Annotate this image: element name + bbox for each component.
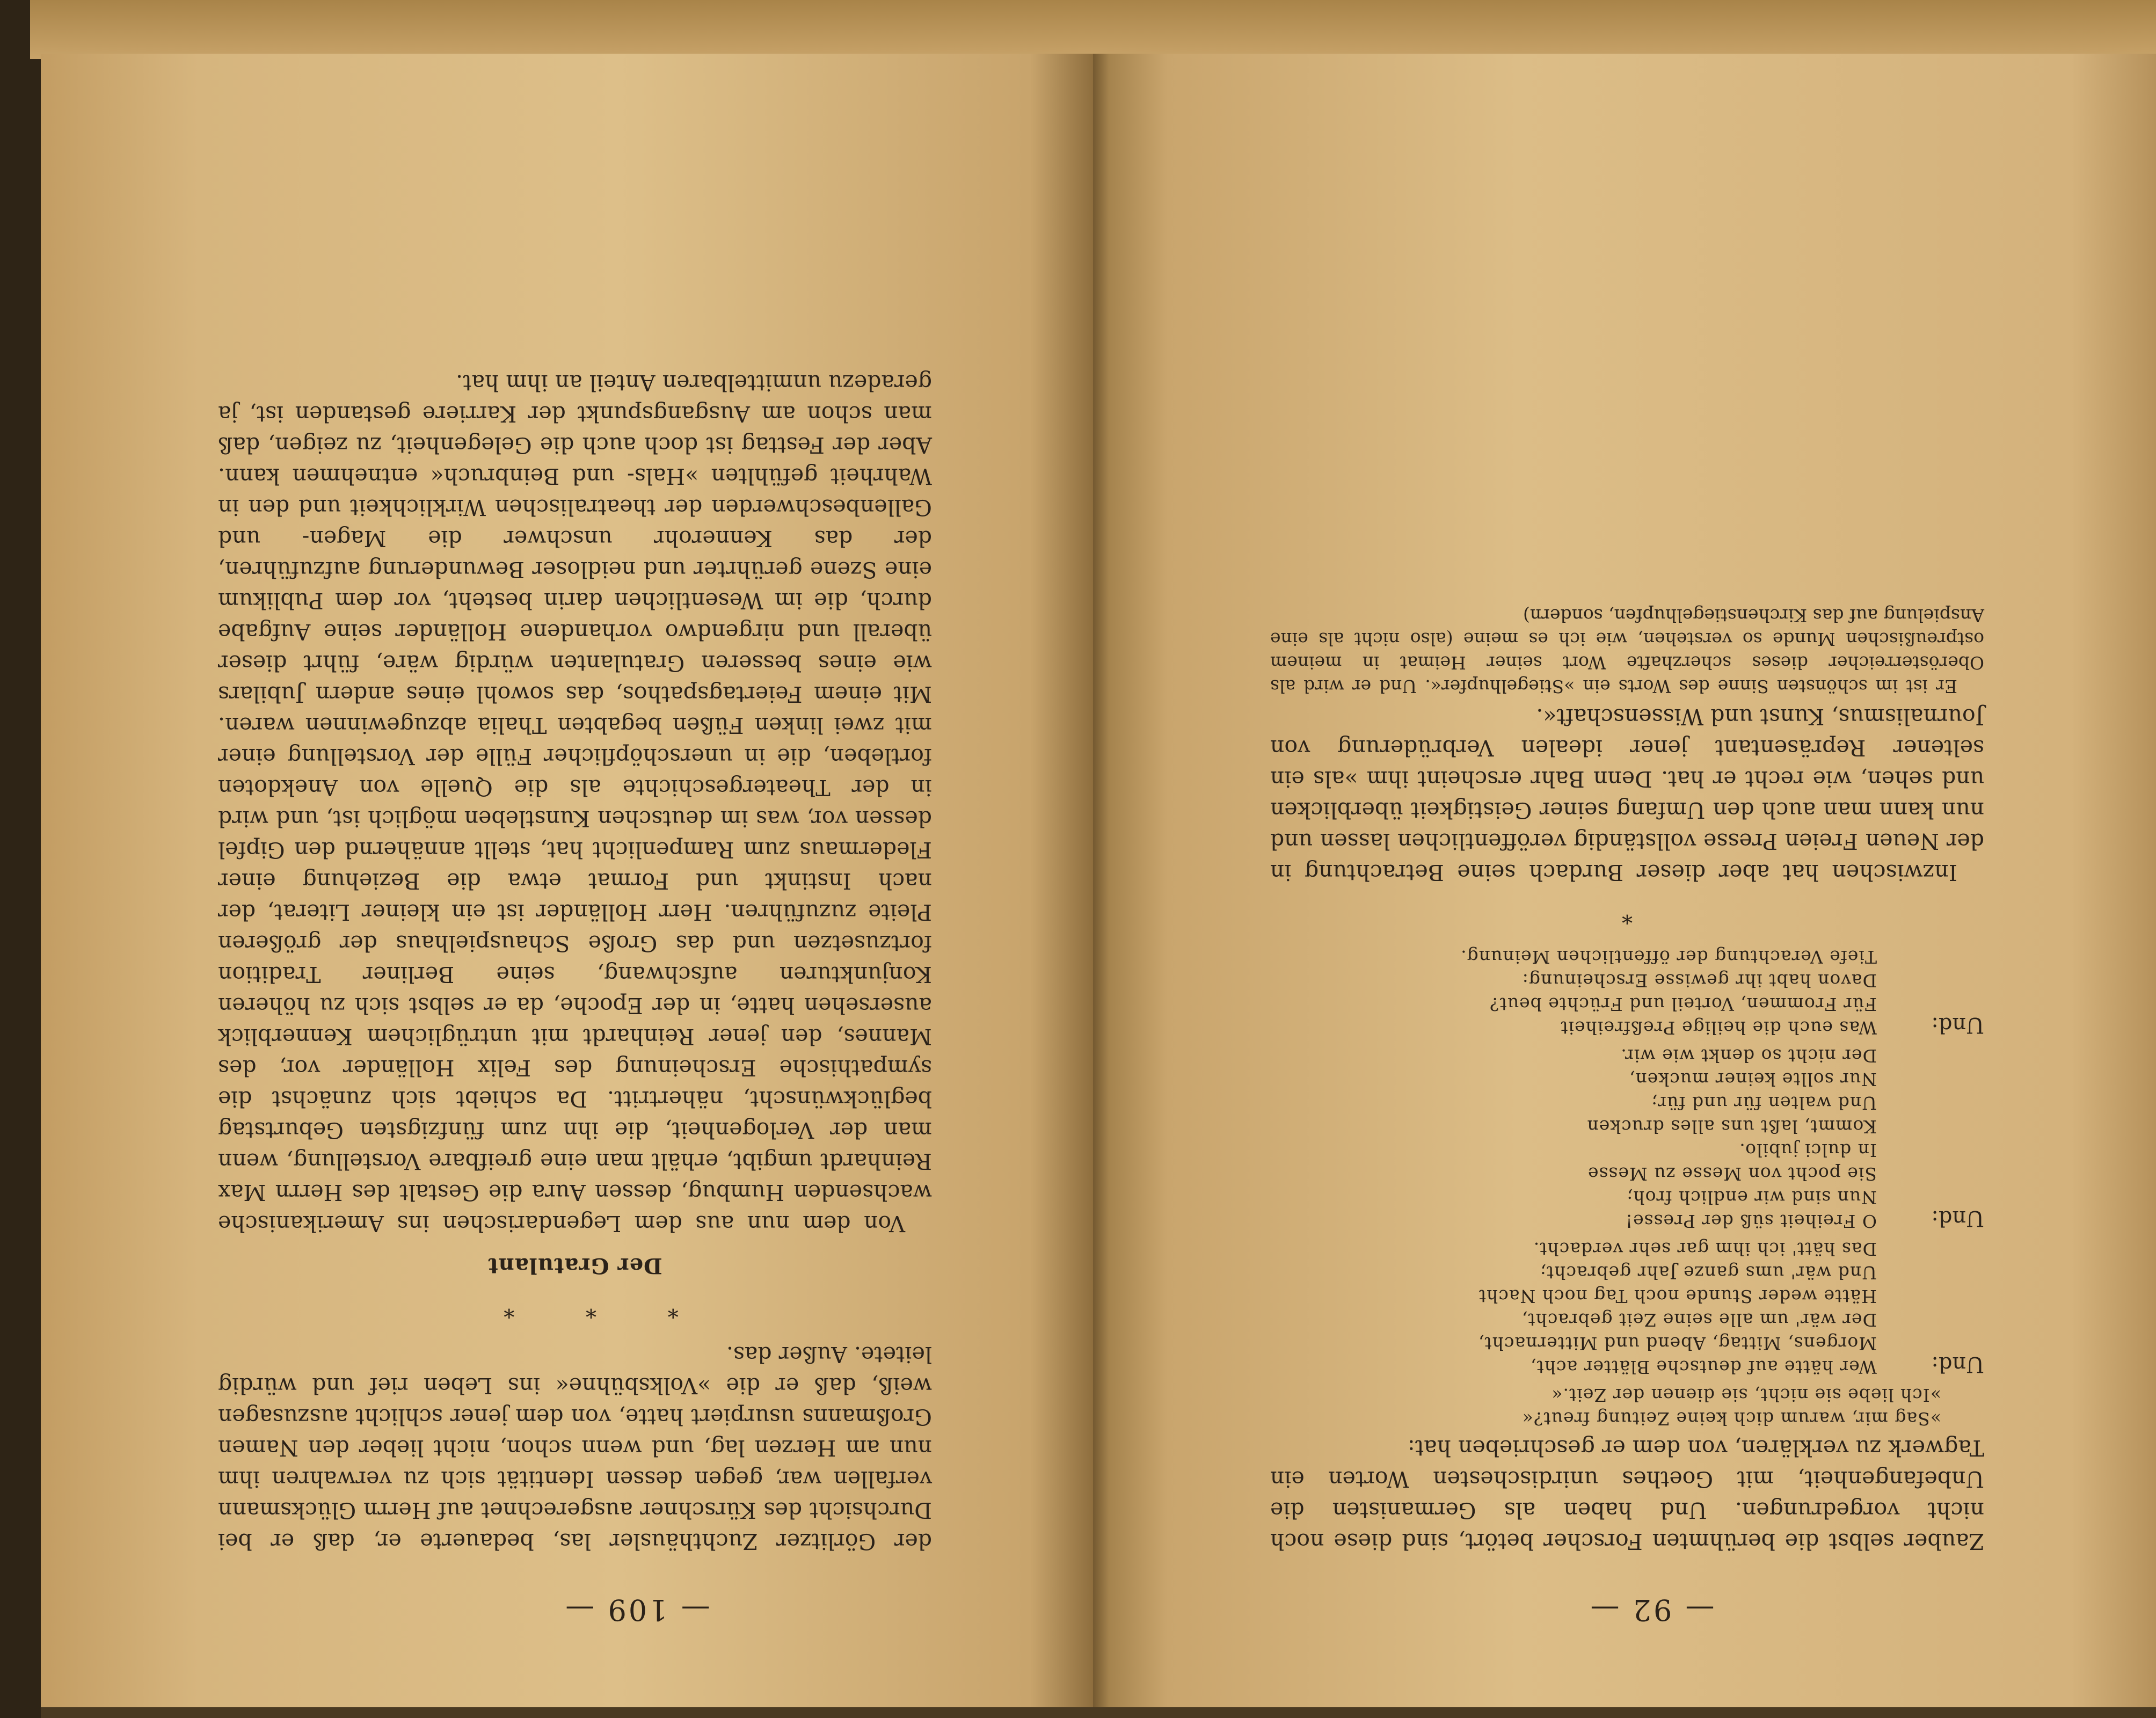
paragraph-gratulant: Von dem nun aus dem Legendarischen ins Amerikanische wachsenden Humbug, dessen Aura die Gestalt des Herrn Max Reinhardt umgibt, erhält man eine greifbare Vorstellung, wenn man der Verlogenheit, die ihn zum fünfzigsten Geburtstag beglückwünscht, nähertritt. Da schiebt sich zunächst die sympathische Erscheinung des Felix Holländer vor, des Mannes, den jener Reinhardt mit untrüglichem Kennerblick ausersehen hatte, in der Epoche, da er selbst sich zu höheren Konjunkturen aufschwang, seine Berliner Tradition fortzusetzen und das Große Schauspielhaus der größeren Pleite zuzuführen. Herr Holländer ist ein kleiner Literat, der nach Instinkt und Format etwa die Beziehung einer Fledermaus zum Rampenlicht hat, stellt annähernd den Gipfel dessen vor, was im deutschen Kunstleben möglich ist, und wird in der Theatergeschichte als die Quelle von Anekdoten fortleben, die in unerschöpflicher Fülle der Vorstellung einer mit zwei linken Füßen begabten Thalia abzugewinnen waren. Mit einem Feiertagspathos, das sowohl eines andern Jubilars wie eines besseren Gratulanten würdig wäre, führt dieser überall und nirgendwo vorhandene Holländer seine Aufgabe durch, die im Wesentlichen darin besteht, vor dem Publikum eine Szene gerührter und neidloser Bewunderung aufzuführen, der das Kennerohr unschwer die Magen- und Gallenbeschwerden der theatralischen Wirklichkeit und den in Wahrheit gefühlten »Hals- und Beinbruch« entnehmen kann. Aber der Festtag ist doch auch die Gelegenheit, zu zeigen, daß man schon am Ausgangspunkt der Karriere gestanden ist, ja geradezu unmittelbaren Anteil an ihm hat. [218,370,932,1236]
stanza-block-2 [1270,1042,1984,1235]
text-column [1270,603,1984,1557]
paragraph-burdach: Inzwischen hat aber dieser Burdach seine Betrachtung in der Neuen Freien Presse vollständig veröffentlichen lassen und nun kann man auch den Umfang seiner Geistigkeit überblicken und sehen, wie recht er hat. Denn Bahr erscheint ihm »als ein seltener Repräsentant jener idealen Verbrüderung von Journalismus, Kunst und Wissenschaft«. [1270,704,1984,885]
und-label: Und: [1931,1352,1984,1377]
verse-line: Der nicht so denkt wie wir. [1620,1045,1877,1066]
verse-line: Morgens, Mittag, Abend und Mitternacht, [1478,1333,1877,1354]
page-109 [41,54,1093,1707]
verse-line: In dulci jubilo. [1739,1140,1877,1161]
verse-line: Das hätt' ich ihm gar sehr verdacht. [1533,1239,1877,1260]
verse-line: Nun sind wir endlich froh; [1626,1187,1877,1208]
verse-line: Und wär' ums ganze Jahr gebracht; [1539,1262,1877,1283]
page-92 [1093,54,2156,1707]
verse-line: Davon habt ihr gewisse Erscheinung: [1521,970,1877,991]
section-title: Der Gratulant [487,1253,662,1278]
verse-line: Nur sollte keiner mucken, [1628,1069,1877,1090]
stanza-2 [1270,1044,1877,1233]
epigraph [1270,1383,1941,1430]
book-block-edge [0,0,41,1718]
page-number: — 92 — [1588,1593,1715,1627]
verse-line: Was euch die heilige Preßfreiheit [1560,1017,1877,1038]
text-column [218,367,932,1557]
verse-line: Kommt, laßt uns alles drucken [1586,1116,1877,1137]
verse-line: Der wär' um alle seine Zeit gebracht, [1521,1309,1877,1330]
stanza-block-3 [1270,943,1984,1042]
epigraph-line: »Sag mir, warum dich keine Zeitung freut?« [1521,1408,1941,1429]
stanza-3 [1270,945,1877,1039]
verse-line: Wer hätte auf deutsche Blätter acht, [1530,1357,1877,1378]
und-label: Und: [1931,1013,1984,1037]
verse-line: Sie pocht von Messe zu Messe [1587,1163,1877,1184]
section-star: * [1622,903,1633,928]
stanza-block-1 [1270,1235,1984,1381]
stanza-1 [1270,1237,1877,1379]
paragraph-stiegelhupfer: Er ist im schönsten Sinne des Worts ein »Stiegelhupfer«. Und er wird als Oberösterreicher dieses scherzhafte Wort seiner Heimat in meinem ostpreußischen Munde so verstehen, wie ich es meine (also nicht als eine Anspielung auf das Kirchenstiegelhupfen, sondern) [1270,605,1984,697]
epigraph-line: »Ich liebe sie nicht, sie dienen der Zeit.« [1551,1385,1941,1406]
verse-line: Tiefe Verachtung der öffentlichen Meinung. [1460,947,1877,967]
verse-line: Und walten für und für; [1651,1093,1877,1113]
paragraph-goerlitz: der Görlitzer Zuchthäusler las, bedauerte er, daß er bei Durchsicht des Kürschner ausgerechnet auf Herrn Glücksmann verfallen war, gegen dessen Identität sich zu verwahren ihm nun am Herzen lag, und wenn schon, nicht lieber den Namen Großmanns usurpiert hatte, von dem jener schlicht auszusagen weiß, daß er die »Volksbühne« ins Leben rief und würdig leitete. Außer das. [218,1342,932,1554]
und-label: Und: [1931,1206,1984,1231]
verse-line: Hätte weder Stunde noch Tag noch Nacht [1478,1286,1877,1307]
verse-line: Für Frommen, Vorteil und Früchte beut? [1489,994,1877,1015]
page-number: — 109 — [563,1593,710,1627]
page-stack-edge [30,0,2156,59]
verse-line: O Freiheit süß der Presse! [1625,1211,1877,1232]
intro-paragraph: Zauber selbst die berühmten Forscher betört, sind diese noch nicht vorgedrungen. Und haben als Germanisten die Unbefangenheit, mit Goethes unirdischesten Worten ein Tagwerk zu verklären, von dem er geschrieben hat: [1270,1435,1984,1554]
section-stars: * * * [471,1297,679,1322]
